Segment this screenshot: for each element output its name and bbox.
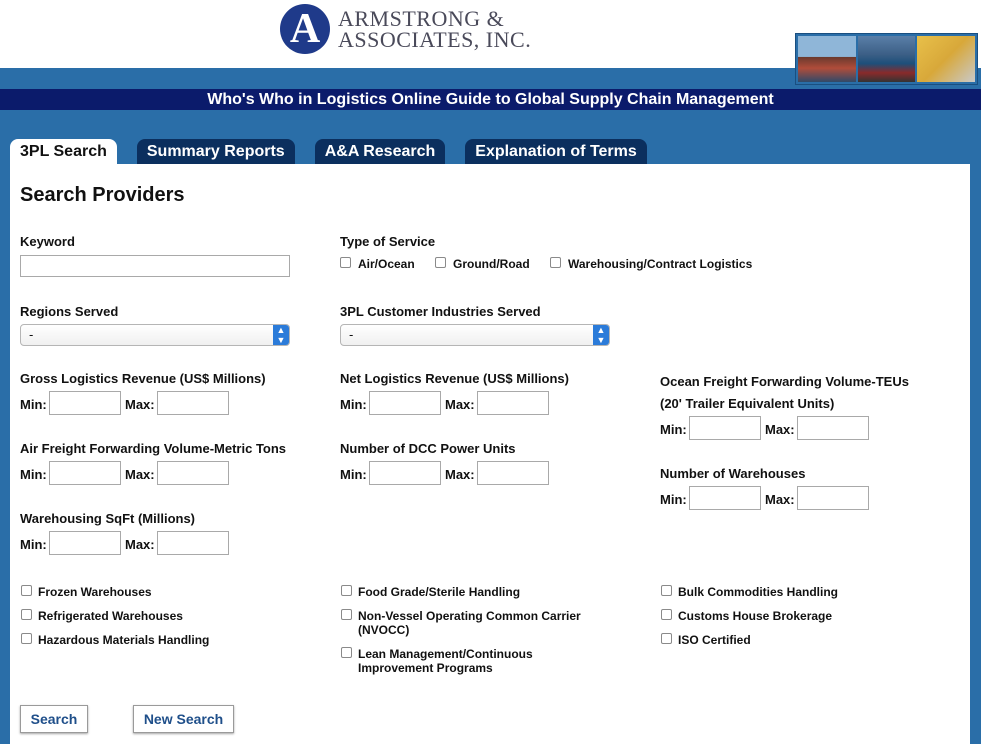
logo-emblem-icon: A bbox=[280, 4, 330, 54]
customs-brokerage-label: Customs House Brokerage bbox=[678, 609, 833, 623]
food-grade-checkbox[interactable] bbox=[341, 585, 352, 596]
new-search-button[interactable]: New Search bbox=[133, 705, 234, 733]
regions-served-label: Regions Served bbox=[20, 304, 119, 319]
customs-brokerage-checkbox[interactable] bbox=[661, 609, 672, 620]
type-of-service-label: Type of Service bbox=[340, 234, 436, 249]
warehouses-label: Number of Warehouses bbox=[660, 466, 806, 481]
tab-aa-research[interactable]: A&A Research bbox=[315, 139, 446, 164]
hazardous-materials-label: Hazardous Materials Handling bbox=[38, 633, 210, 647]
gross-revenue-label: Gross Logistics Revenue (US$ Millions) bbox=[20, 371, 266, 386]
food-grade-label: Food Grade/Sterile Handling bbox=[358, 585, 521, 599]
sqft-max-input[interactable] bbox=[157, 531, 229, 555]
keyword-input[interactable] bbox=[20, 255, 290, 277]
sqft-max-label: Max: bbox=[125, 537, 155, 552]
search-button[interactable]: Search bbox=[20, 705, 88, 733]
keyword-label: Keyword bbox=[20, 234, 75, 249]
bulk-commodities-checkbox[interactable] bbox=[661, 585, 672, 596]
documents-photo bbox=[917, 36, 975, 82]
nvocc-label-line2: (NVOCC) bbox=[358, 623, 410, 637]
dcc-min-input[interactable] bbox=[369, 461, 441, 485]
site-banner: Who's Who in Logistics Online Guide to Global Supply Chain Management bbox=[0, 89, 981, 110]
lean-management-checkbox[interactable] bbox=[341, 647, 352, 658]
service-air-ocean-label: Air/Ocean bbox=[358, 257, 415, 271]
net-max-input[interactable] bbox=[477, 391, 549, 415]
gross-min-label: Min: bbox=[20, 397, 47, 412]
air-max-input[interactable] bbox=[157, 461, 229, 485]
logo-line-1: ARMSTRONG & bbox=[338, 6, 505, 31]
service-air-ocean-checkbox[interactable] bbox=[340, 257, 351, 268]
search-panel bbox=[10, 164, 970, 744]
sqft-min-label: Min: bbox=[20, 537, 47, 552]
warehouses-min-label: Min: bbox=[660, 492, 687, 507]
hazardous-materials-checkbox[interactable] bbox=[21, 633, 32, 644]
regions-served-select[interactable] bbox=[20, 324, 290, 346]
company-logo[interactable] bbox=[280, 4, 531, 54]
ocean-max-input[interactable] bbox=[797, 416, 869, 440]
sqft-min-input[interactable] bbox=[49, 531, 121, 555]
page-title: Search Providers bbox=[20, 184, 185, 206]
gross-min-input[interactable] bbox=[49, 391, 121, 415]
iso-certified-label: ISO Certified bbox=[678, 633, 751, 647]
port-truck-photo bbox=[858, 36, 916, 82]
tab-explanation-of-terms[interactable]: Explanation of Terms bbox=[465, 139, 647, 164]
refrigerated-warehouses-label: Refrigerated Warehouses bbox=[38, 609, 183, 623]
net-revenue-label: Net Logistics Revenue (US$ Millions) bbox=[340, 371, 569, 386]
warehouses-max-label: Max: bbox=[765, 492, 795, 507]
logo-line-2: ASSOCIATES, INC. bbox=[338, 27, 532, 52]
service-warehousing-checkbox[interactable] bbox=[550, 257, 561, 268]
frozen-warehouses-label: Frozen Warehouses bbox=[38, 585, 152, 599]
service-ground-road-label: Ground/Road bbox=[453, 257, 530, 271]
ocean-max-label: Max: bbox=[765, 422, 795, 437]
header-photos bbox=[795, 33, 978, 85]
ocean-freight-label: Ocean Freight Forwarding Volume-TEUs bbox=[660, 374, 909, 389]
ocean-freight-sublabel: (20' Trailer Equivalent Units) bbox=[660, 396, 835, 411]
bulk-commodities-label: Bulk Commodities Handling bbox=[678, 585, 839, 599]
ship-photo bbox=[798, 36, 856, 82]
net-min-label: Min: bbox=[340, 397, 367, 412]
tab-summary-reports[interactable]: Summary Reports bbox=[137, 139, 295, 164]
dcc-power-units-label: Number of DCC Power Units bbox=[340, 441, 516, 456]
select-arrows-icon: ▲ ▼ bbox=[593, 325, 609, 345]
gross-max-input[interactable] bbox=[157, 391, 229, 415]
lean-management-label-line2: Improvement Programs bbox=[358, 661, 493, 675]
nvocc-label-line1: Non-Vessel Operating Common Carrier bbox=[358, 609, 581, 623]
dcc-min-label: Min: bbox=[340, 467, 367, 482]
sqft-label: Warehousing SqFt (Millions) bbox=[20, 511, 196, 526]
net-min-input[interactable] bbox=[369, 391, 441, 415]
ocean-min-input[interactable] bbox=[689, 416, 761, 440]
nvocc-checkbox[interactable] bbox=[341, 609, 352, 620]
refrigerated-warehouses-checkbox[interactable] bbox=[21, 609, 32, 620]
ocean-min-label: Min: bbox=[660, 422, 687, 437]
gross-max-label: Max: bbox=[125, 397, 155, 412]
service-warehousing-label: Warehousing/Contract Logistics bbox=[568, 257, 753, 271]
select-arrows-icon: ▲ ▼ bbox=[273, 325, 289, 345]
industries-served-select[interactable] bbox=[340, 324, 610, 346]
dcc-max-label: Max: bbox=[445, 467, 475, 482]
tab-bar bbox=[10, 139, 667, 164]
air-min-input[interactable] bbox=[49, 461, 121, 485]
dcc-max-input[interactable] bbox=[477, 461, 549, 485]
air-freight-label: Air Freight Forwarding Volume-Metric Tons bbox=[20, 441, 287, 456]
air-min-label: Min: bbox=[20, 467, 47, 482]
regions-selected-value: - bbox=[29, 327, 34, 342]
industries-served-label: 3PL Customer Industries Served bbox=[340, 304, 541, 319]
service-ground-road-checkbox[interactable] bbox=[435, 257, 446, 268]
industries-selected-value: - bbox=[349, 327, 354, 342]
lean-management-label-line1: Lean Management/Continuous bbox=[358, 647, 533, 661]
iso-certified-checkbox[interactable] bbox=[661, 633, 672, 644]
tab-3pl-search[interactable]: 3PL Search bbox=[10, 139, 117, 164]
warehouses-min-input[interactable] bbox=[689, 486, 761, 510]
warehouses-max-input[interactable] bbox=[797, 486, 869, 510]
frozen-warehouses-checkbox[interactable] bbox=[21, 585, 32, 596]
air-max-label: Max: bbox=[125, 467, 155, 482]
net-max-label: Max: bbox=[445, 397, 475, 412]
